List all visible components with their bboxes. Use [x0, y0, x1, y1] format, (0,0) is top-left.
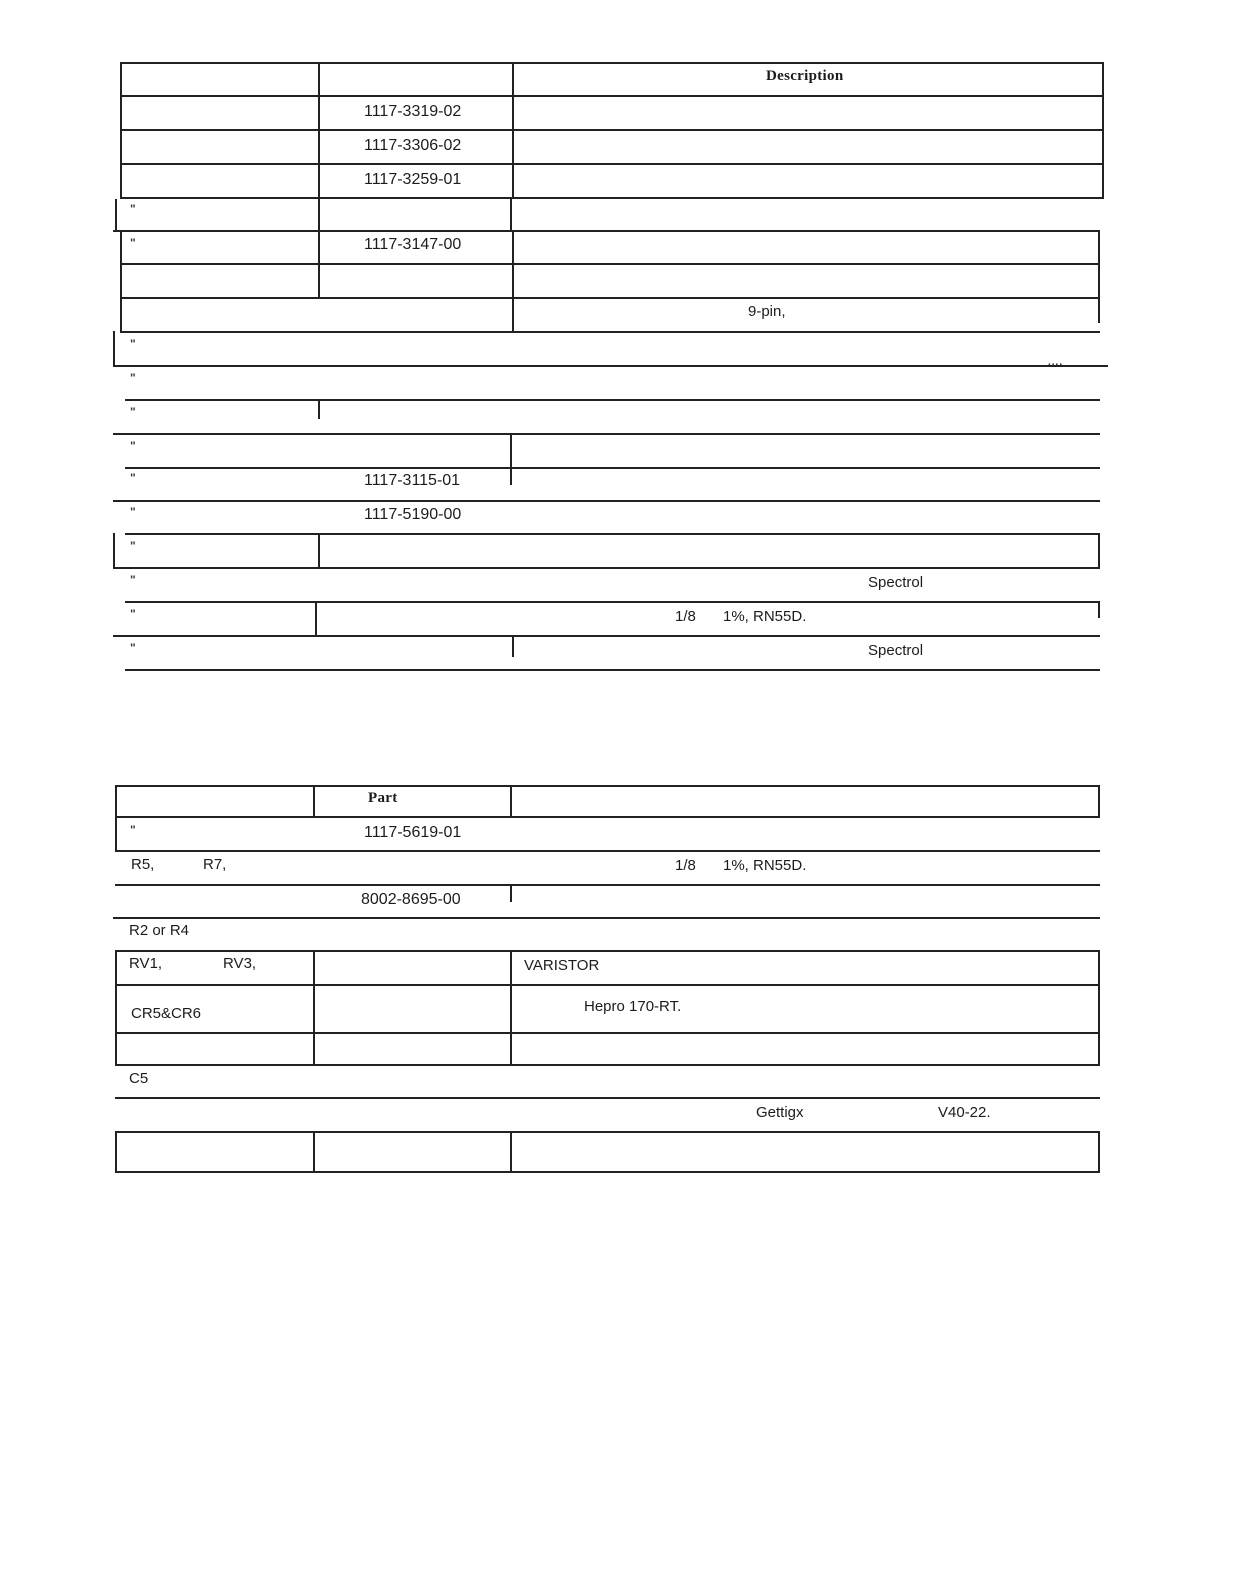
ditto-mark: "	[130, 202, 138, 216]
table2-rule	[115, 1064, 1100, 1066]
manufacturer-note: Gettigx	[756, 1104, 804, 1121]
column-header-description: Description	[766, 68, 844, 84]
resistor-fraction: 1/8	[675, 608, 696, 625]
table2-rule	[115, 884, 1100, 886]
component-description: Hepro 170-RT.	[584, 998, 682, 1015]
table1-rule	[120, 62, 122, 197]
resistor-fraction: 1/8	[675, 857, 696, 874]
table1-rule	[120, 297, 1100, 299]
table2-rule	[115, 950, 1100, 952]
column-header-part: Part	[368, 790, 398, 806]
table1-rule	[125, 669, 1100, 671]
table1-rule	[512, 62, 514, 197]
table2-rule	[115, 1032, 1100, 1034]
part-number: 1117-3115-01	[364, 472, 461, 489]
ditto-mark: "	[130, 337, 138, 351]
part-number: 1117-3306-02	[364, 137, 462, 154]
ditto-mark: "	[130, 236, 138, 250]
table2-rule	[115, 785, 117, 850]
ditto-mark: "	[130, 641, 138, 655]
table1-rule	[113, 331, 115, 365]
part-number: 1117-5190-00	[364, 506, 462, 523]
ditto-mark: "	[130, 371, 138, 385]
table2-rule	[115, 850, 1100, 852]
table1-rule	[318, 199, 320, 230]
part-number: 8002-8695-00	[361, 891, 461, 908]
resistor-tolerance: 1%, RN55D.	[723, 608, 807, 625]
ditto-mark: "	[130, 539, 138, 553]
ditto-mark: "	[130, 573, 138, 587]
manufacturer-note: Spectrol	[868, 574, 924, 591]
table1-rule	[120, 197, 1104, 199]
table1-rule	[512, 230, 514, 331]
table1-rule	[315, 601, 317, 635]
reference-designator: CR5&CR6	[131, 1005, 202, 1022]
table1-rule	[120, 95, 1104, 97]
table2-rule	[1098, 950, 1100, 1064]
table2-rule	[1098, 785, 1100, 816]
table1-rule	[113, 433, 1100, 435]
table1-rule	[113, 365, 1108, 367]
table1-rule	[120, 163, 1104, 165]
component-description: VARISTOR	[524, 957, 600, 974]
description-note: 9-pin,	[748, 303, 786, 320]
table1-rule	[1098, 533, 1100, 567]
table1-rule	[125, 533, 1100, 535]
resistor-tolerance: 1%, RN55D.	[723, 857, 807, 874]
table2-rule	[510, 950, 512, 1064]
table2-rule	[313, 1131, 315, 1171]
table2-rule	[115, 1097, 1100, 1099]
part-number: 1117-3319-02	[364, 103, 462, 120]
table2-rule	[115, 1131, 117, 1171]
table1-rule	[113, 635, 1100, 637]
table1-rule	[510, 199, 512, 230]
table1-rule	[1098, 601, 1100, 618]
ditto-mark: "	[130, 607, 138, 621]
table1-rule	[120, 263, 1100, 265]
scan-artifact: ....	[1048, 357, 1064, 368]
ditto-mark: "	[130, 505, 138, 519]
table2-rule	[1098, 1131, 1100, 1171]
table2-rule	[115, 950, 117, 1064]
table1-rule	[125, 467, 1100, 469]
component-description: V40-22.	[938, 1104, 991, 1121]
table1-rule	[120, 230, 122, 331]
table1-rule	[120, 129, 1104, 131]
table2-rule	[113, 917, 1100, 919]
table1-rule	[512, 635, 514, 657]
ditto-mark: "	[130, 439, 138, 453]
table2-rule	[115, 785, 1100, 787]
reference-designator: RV3,	[223, 955, 257, 972]
reference-designator: R2 or R4	[129, 922, 190, 939]
table1-rule	[120, 331, 1100, 333]
part-number: 1117-5619-01	[364, 824, 462, 841]
table1-rule	[113, 567, 1100, 569]
table2-rule	[115, 816, 1100, 818]
table2-rule	[313, 950, 315, 1064]
table1-rule	[120, 62, 1104, 64]
table1-rule	[1102, 62, 1104, 197]
part-number: 1117-3147-00	[364, 236, 462, 253]
ditto-mark: "	[130, 823, 138, 837]
table1-rule	[510, 433, 512, 485]
table2-rule	[313, 785, 315, 816]
ditto-mark: "	[130, 405, 138, 419]
reference-designator: RV1,	[129, 955, 163, 972]
table1-rule	[125, 601, 1100, 603]
table1-rule	[125, 399, 1100, 401]
table1-rule	[318, 62, 320, 197]
table2-rule	[510, 1131, 512, 1171]
reference-designator: R7,	[203, 856, 227, 873]
table2-rule	[115, 984, 1100, 986]
part-number: 1117-3259-01	[364, 171, 462, 188]
table1-rule	[113, 230, 1100, 232]
table1-rule	[1098, 230, 1100, 323]
table1-rule	[113, 500, 1100, 502]
table1-rule	[318, 399, 320, 419]
table1-rule	[318, 533, 320, 567]
table2-rule	[115, 1131, 1100, 1133]
table1-rule	[115, 199, 117, 230]
manufacturer-note: Spectrol	[868, 642, 924, 659]
table2-rule	[510, 785, 512, 816]
table1-rule	[318, 230, 320, 297]
ditto-mark: "	[130, 471, 138, 485]
reference-designator: C5	[129, 1070, 149, 1087]
table2-rule	[115, 1171, 1100, 1173]
table2-rule	[510, 884, 512, 902]
reference-designator: R5,	[131, 856, 155, 873]
table1-rule	[113, 533, 115, 567]
